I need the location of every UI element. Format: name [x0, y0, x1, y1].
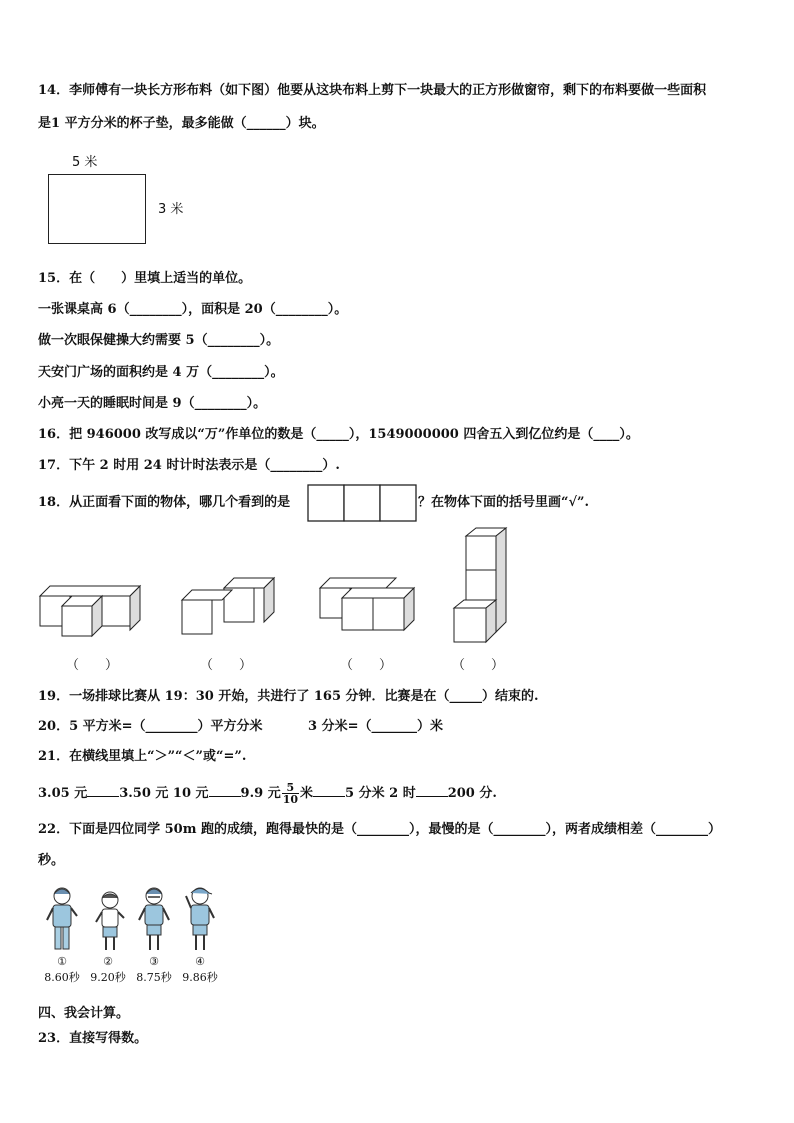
student-4-number: ④ [195, 955, 205, 968]
q18-before: 18．从正面看下面的物体，哪几个看到的是 [38, 495, 291, 510]
q21-part6: 200 分. [447, 786, 497, 801]
q19: 19．一场排球比赛从 19：30 开始，共进行了 165 分钟．比赛是在（_____）结束的. [38, 689, 539, 704]
q21-blank-2[interactable] [209, 784, 241, 797]
q20-left: 20．5 平方米=（________）平方分米 [38, 719, 263, 734]
fraction-numerator: 5 [282, 782, 299, 794]
q22-line2: 秒。 [38, 853, 65, 868]
student-1-time: 8.60秒 [44, 971, 80, 984]
cube-figure-2 [180, 576, 280, 642]
q21-part3: 9.9 元 [240, 786, 281, 801]
student-1-number: ① [57, 955, 67, 968]
student-4-time: 9.86秒 [182, 971, 218, 984]
q21-part2: 3.50 元 10 元 [119, 786, 209, 801]
student-3-illustration [136, 886, 172, 954]
student-3-number: ③ [149, 955, 159, 968]
student-2-time: 9.20秒 [90, 971, 126, 984]
q21-comparisons [38, 782, 497, 805]
q21-blank-3[interactable] [313, 784, 345, 797]
student-2-number: ② [103, 955, 113, 968]
q18-after: ？在物体下面的括号里画“√”. [418, 495, 590, 510]
q15-item-2: 做一次眼保健操大约需要 5（________）。 [38, 333, 280, 348]
q21-blank-1[interactable] [87, 784, 119, 797]
student-2-illustration [92, 890, 128, 954]
q15-item-4: 小亮一天的睡眠时间是 9（________）。 [38, 396, 267, 411]
q21-title: 21．在横线里填上“＞”“＜”或“=”. [38, 749, 247, 764]
q14-line2: 是1 平方分米的杯子垫，最多能做（______）块。 [38, 116, 325, 131]
figure-4-answer[interactable]: （ ） [452, 658, 505, 673]
q21-part4: 米 [300, 786, 314, 801]
q14-line1: 14．李师傅有一块长方形布料（如下图）他要从这块布料上剪下一块最大的正方形做窗帘，剩下的布料要做一些面积 [38, 83, 707, 98]
fraction-denominator: 10 [282, 793, 299, 806]
q15-item-1: 一张课桌高 6（________），面积是 20（________）。 [38, 302, 348, 317]
q20-right: 3 分米=（_______）米 [308, 719, 443, 734]
q21-part5: 5 分米 2 时 [345, 786, 416, 801]
q17: 17．下午 2 时用 24 时计时法表示是（________）. [38, 458, 340, 473]
figure-3-answer[interactable]: （ ） [340, 658, 393, 673]
q21-blank-4[interactable] [416, 784, 448, 797]
q21-part1: 3.05 元 [38, 786, 88, 801]
cube-figure-4 [452, 526, 512, 644]
q15-title: 15．在（ ）里填上适当的单位。 [38, 271, 252, 286]
fraction [282, 782, 299, 805]
cube-figure-1 [38, 578, 150, 642]
cube-figure-3 [318, 576, 418, 632]
figure-2-answer[interactable]: （ ） [200, 658, 253, 673]
figure-1-answer[interactable]: （ ） [66, 658, 119, 673]
section-4-heading: 四、我会计算。 [38, 1006, 130, 1021]
student-1-illustration [44, 886, 80, 954]
q22-line1: 22．下面是四位同学 50m 跑的成绩，跑得最快的是（________），最慢的是（________），两者成绩相差（________） [38, 822, 721, 837]
front-view-figure [307, 484, 417, 524]
rect-width-label: 5 米 [72, 155, 98, 170]
q15-item-3: 天安门广场的面积约是 4 万（________）。 [38, 365, 284, 380]
q23: 23．直接写得数。 [38, 1031, 148, 1046]
student-3-time: 8.75秒 [136, 971, 172, 984]
fabric-rectangle [48, 174, 146, 244]
rect-height-label: 3 米 [158, 202, 184, 217]
q16: 16．把 946000 改写成以“万”作单位的数是（_____），1549000000 四舍五入到亿位约是（____）。 [38, 427, 639, 442]
student-4-illustration [182, 884, 218, 954]
